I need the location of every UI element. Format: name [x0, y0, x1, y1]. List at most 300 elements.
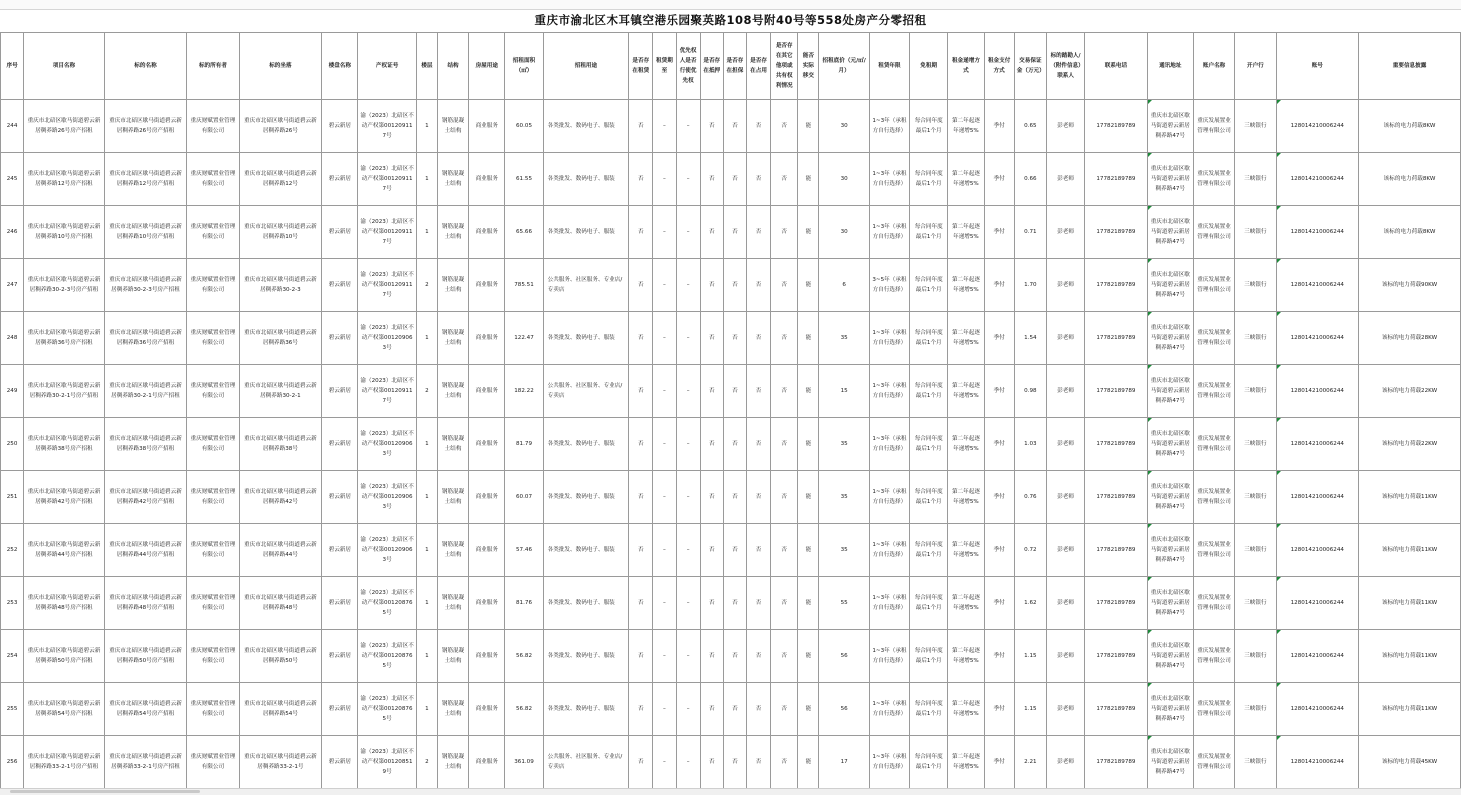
table-cell[interactable]: 12801421000​6244 — [1276, 153, 1359, 206]
table-cell[interactable]: 否 — [723, 683, 746, 736]
table-cell[interactable]: 商业服务 — [469, 736, 505, 789]
table-cell[interactable]: 244 — [1, 100, 24, 153]
table-cell[interactable]: – — [676, 153, 700, 206]
table-cell[interactable]: 重庆市北碚区歇马街道碧云新居稠养路50号 — [239, 630, 322, 683]
table-cell[interactable]: 每合同年度最后1个月 — [910, 259, 948, 312]
table-cell[interactable]: 碧云新居 — [322, 577, 358, 630]
table-cell[interactable]: 1.15 — [1014, 683, 1046, 736]
table-cell[interactable]: 35 — [819, 471, 869, 524]
table-cell[interactable]: 碧云新居 — [322, 100, 358, 153]
table-cell[interactable]: 每合同年度最后1个月 — [910, 312, 948, 365]
table-cell[interactable]: 重庆财赋置业管理有限公司 — [187, 312, 239, 365]
table-cell[interactable]: 1 — [416, 577, 437, 630]
table-cell[interactable]: – — [676, 524, 700, 577]
table-cell[interactable]: – — [676, 577, 700, 630]
table-cell[interactable]: 每合同年度最后1个月 — [910, 524, 948, 577]
table-cell[interactable]: 第二年起逐年递增5% — [948, 206, 984, 259]
table-cell[interactable]: 能 — [798, 259, 819, 312]
table-cell[interactable]: 182.22 — [505, 365, 543, 418]
table-cell[interactable]: 重庆市北碚区歇马街道碧云新居稠养路10号房产招租 — [24, 206, 105, 259]
table-cell[interactable]: – — [653, 100, 676, 153]
table-cell[interactable]: 重庆市北碚区歇马街道碧云新居稠养路47号 — [1147, 153, 1193, 206]
table-cell[interactable]: 第二年起逐年递增5% — [948, 683, 984, 736]
table-cell[interactable]: 否 — [700, 471, 723, 524]
table-cell[interactable]: 能 — [798, 365, 819, 418]
table-cell[interactable]: 1~3年（承租方自行选择） — [869, 418, 909, 471]
table-cell[interactable]: 重庆市北碚区歇马街道碧云新居稠养路30-2-3 — [239, 259, 322, 312]
table-cell[interactable]: 商业服务 — [469, 100, 505, 153]
table-cell[interactable]: 否 — [700, 100, 723, 153]
table-cell[interactable]: 17782189789 — [1085, 259, 1147, 312]
table-cell[interactable]: 季付 — [984, 577, 1014, 630]
table-cell[interactable]: 能 — [798, 100, 819, 153]
table-cell[interactable]: 30 — [819, 153, 869, 206]
table-cell[interactable]: – — [653, 365, 676, 418]
table-cell[interactable]: 季付 — [984, 683, 1014, 736]
table-cell[interactable]: 1~3年（承租方自行选择） — [869, 524, 909, 577]
table-cell[interactable]: 81.76 — [505, 577, 543, 630]
table-cell[interactable]: 重庆市北碚区歇马街道碧云新居稠养路30-2-3号房产招租 — [104, 259, 187, 312]
table-cell[interactable]: 2.21 — [1014, 736, 1046, 789]
table-cell[interactable]: 17782189789 — [1085, 683, 1147, 736]
table-cell[interactable]: 三峡银行 — [1235, 153, 1276, 206]
table-cell[interactable]: 碧云新居 — [322, 524, 358, 577]
table-cell[interactable]: 重庆市北碚区歇马街道碧云新居稠养路30-2-1 — [239, 365, 322, 418]
table-cell[interactable]: 钢筋混凝土结构 — [437, 524, 468, 577]
table-cell[interactable]: 否 — [723, 153, 746, 206]
table-cell[interactable]: 三峡银行 — [1235, 524, 1276, 577]
table-cell[interactable]: 重庆市北碚区歇马街道碧云新居稠养路48号房产招租 — [24, 577, 105, 630]
table-cell[interactable]: 重庆发展置业管理有限公司 — [1193, 206, 1234, 259]
table-cell[interactable]: 否 — [723, 365, 746, 418]
table-cell[interactable]: 商业服务 — [469, 683, 505, 736]
table-cell[interactable]: 12801421000​6244 — [1276, 259, 1359, 312]
table-cell[interactable]: 各类批发、数码电子、服装 — [543, 577, 629, 630]
table-cell[interactable]: 重庆市北碚区歇马街道碧云新居稠养路42号房产招租 — [24, 471, 105, 524]
table-cell[interactable]: 第二年起逐年递增5% — [948, 100, 984, 153]
table-cell[interactable]: 能 — [798, 312, 819, 365]
table-cell[interactable]: 否 — [771, 630, 798, 683]
table-cell[interactable]: 彭老师 — [1046, 259, 1084, 312]
table-cell[interactable]: 重庆市北碚区歇马街道碧云新居稠养路36号房产招租 — [24, 312, 105, 365]
table-cell[interactable]: 否 — [629, 524, 653, 577]
table-cell[interactable]: 重庆市北碚区歇马街道碧云新居稠养路26号房产招租 — [24, 100, 105, 153]
table-cell[interactable]: – — [676, 206, 700, 259]
table-cell[interactable]: 1 — [416, 153, 437, 206]
table-cell[interactable]: 彭老师 — [1046, 153, 1084, 206]
table-cell[interactable]: 17782189789 — [1085, 418, 1147, 471]
table-cell[interactable]: 渝（2023）北碚区不动产权第001209117号 — [358, 100, 416, 153]
table-cell[interactable]: 1~3年（承租方自行选择） — [869, 312, 909, 365]
table-cell[interactable]: 渝（2023）北碚区不动产权第001208765号 — [358, 577, 416, 630]
table-cell[interactable]: 1 — [416, 630, 437, 683]
table-cell[interactable]: 否 — [771, 365, 798, 418]
table-cell[interactable]: 否 — [629, 630, 653, 683]
table-cell[interactable]: 重庆市北碚区歇马街道碧云新居稠养路12号房产招租 — [24, 153, 105, 206]
table-cell[interactable]: 12801421000​6244 — [1276, 630, 1359, 683]
table-cell[interactable]: 碧云新居 — [322, 259, 358, 312]
table-cell[interactable]: 重庆市北碚区歇马街道碧云新居稠养路47号 — [1147, 312, 1193, 365]
table-cell[interactable]: 钢筋混凝土结构 — [437, 153, 468, 206]
table-cell[interactable]: 251 — [1, 471, 24, 524]
table-cell[interactable]: 碧云新居 — [322, 365, 358, 418]
table-cell[interactable]: 商业服务 — [469, 418, 505, 471]
table-cell[interactable]: 17782189789 — [1085, 630, 1147, 683]
table-cell[interactable]: 公共服务、社区服务、专业店/专卖店 — [543, 365, 629, 418]
table-cell[interactable]: 碧云新居 — [322, 683, 358, 736]
table-cell[interactable]: 否 — [700, 630, 723, 683]
table-cell[interactable]: 否 — [746, 471, 770, 524]
table-cell[interactable]: 1 — [416, 683, 437, 736]
table-cell[interactable]: 否 — [771, 100, 798, 153]
table-cell[interactable]: 否 — [629, 206, 653, 259]
table-cell[interactable]: 该标的电力荷载11KW — [1359, 630, 1461, 683]
table-cell[interactable]: 重庆市北碚区歇马街道碧云新居稠养路12号 — [239, 153, 322, 206]
table-cell[interactable]: 能 — [798, 153, 819, 206]
table-cell[interactable]: 否 — [771, 312, 798, 365]
table-cell[interactable]: 三峡银行 — [1235, 365, 1276, 418]
table-cell[interactable]: 1~3年（承租方自行选择） — [869, 471, 909, 524]
table-cell[interactable]: 重庆市北碚区歇马街道碧云新居稠养路47号 — [1147, 418, 1193, 471]
table-cell[interactable]: 重庆市北碚区歇马街道碧云新居稠养路38号房产招租 — [24, 418, 105, 471]
table-cell[interactable]: 重庆市北碚区歇马街道碧云新居稠养路50号房产招租 — [24, 630, 105, 683]
table-cell[interactable]: 246 — [1, 206, 24, 259]
table-cell[interactable]: 该标的电力荷载8KW — [1359, 153, 1461, 206]
table-cell[interactable]: 17782189789 — [1085, 524, 1147, 577]
table-cell[interactable]: 0.71 — [1014, 206, 1046, 259]
table-cell[interactable]: 247 — [1, 259, 24, 312]
table-cell[interactable]: 1.15 — [1014, 630, 1046, 683]
table-cell[interactable]: 该标的电力荷载90KW — [1359, 259, 1461, 312]
table-cell[interactable]: 12801421000​6244 — [1276, 418, 1359, 471]
table-cell[interactable]: 否 — [700, 153, 723, 206]
table-cell[interactable]: 渝（2023）北碚区不动产权第001208765号 — [358, 683, 416, 736]
table-cell[interactable]: 否 — [771, 418, 798, 471]
table-cell[interactable]: 彭老师 — [1046, 736, 1084, 789]
table-cell[interactable]: 重庆市北碚区歇马街道碧云新居稠养路44号房产招租 — [24, 524, 105, 577]
table-cell[interactable]: 否 — [746, 206, 770, 259]
table-cell[interactable]: 2 — [416, 365, 437, 418]
table-cell[interactable]: 否 — [629, 683, 653, 736]
table-cell[interactable]: 季付 — [984, 736, 1014, 789]
table-cell[interactable]: 1~3年（承租方自行选择） — [869, 153, 909, 206]
table-cell[interactable]: 该标的电力荷载11KW — [1359, 683, 1461, 736]
table-cell[interactable]: 能 — [798, 577, 819, 630]
table-cell[interactable]: 各类批发、数码电子、服装 — [543, 471, 629, 524]
table-cell[interactable]: 重庆市北碚区歇马街道碧云新居稠养路30-2-3号房产招租 — [24, 259, 105, 312]
table-cell[interactable]: 否 — [746, 683, 770, 736]
table-cell[interactable]: 否 — [746, 736, 770, 789]
table-cell[interactable]: 重庆市北碚区歇马街道碧云新居稠养路30-2-1号房产招租 — [104, 365, 187, 418]
table-cell[interactable]: 否 — [629, 100, 653, 153]
table-cell[interactable]: 季付 — [984, 100, 1014, 153]
table-cell[interactable]: 否 — [746, 153, 770, 206]
table-cell[interactable]: 重庆发展置业管理有限公司 — [1193, 683, 1234, 736]
table-cell[interactable]: 重庆市北碚区歇马街道碧云新居稠养路54号房产招租 — [24, 683, 105, 736]
table-cell[interactable]: 季付 — [984, 259, 1014, 312]
table-cell[interactable]: 重庆市北碚区歇马街道碧云新居稠养路54号 — [239, 683, 322, 736]
table-cell[interactable]: 该标的电力荷载28KW — [1359, 312, 1461, 365]
table-cell[interactable]: 季付 — [984, 524, 1014, 577]
table-cell[interactable]: – — [676, 736, 700, 789]
table-cell[interactable]: 钢筋混凝土结构 — [437, 312, 468, 365]
table-cell[interactable]: 1.54 — [1014, 312, 1046, 365]
table-cell[interactable]: 重庆市北碚区歇马街道碧云新居稠养路26号 — [239, 100, 322, 153]
table-cell[interactable]: 各类批发、数码电子、服装 — [543, 206, 629, 259]
table-cell[interactable]: 否 — [746, 100, 770, 153]
table-cell[interactable]: 重庆市北碚区歇马街道碧云新居稠养路36号 — [239, 312, 322, 365]
table-cell[interactable]: 17782189789 — [1085, 100, 1147, 153]
table-cell[interactable]: 否 — [771, 736, 798, 789]
table-cell[interactable]: – — [653, 206, 676, 259]
table-cell[interactable]: 能 — [798, 630, 819, 683]
table-cell[interactable]: 17782189789 — [1085, 153, 1147, 206]
table-cell[interactable]: 1~3年（承租方自行选择） — [869, 577, 909, 630]
table-cell[interactable]: – — [676, 418, 700, 471]
table-cell[interactable]: 12801421000​6244 — [1276, 524, 1359, 577]
table-cell[interactable]: 否 — [746, 577, 770, 630]
table-cell[interactable]: 1.70 — [1014, 259, 1046, 312]
table-cell[interactable]: 重庆发展置业管理有限公司 — [1193, 577, 1234, 630]
table-cell[interactable]: 重庆市北碚区歇马街道碧云新居稠养路10号 — [239, 206, 322, 259]
table-cell[interactable]: 否 — [629, 418, 653, 471]
table-cell[interactable]: 钢筋混凝土结构 — [437, 736, 468, 789]
table-cell[interactable]: 1 — [416, 471, 437, 524]
table-cell[interactable]: 三峡银行 — [1235, 471, 1276, 524]
table-cell[interactable]: 否 — [723, 736, 746, 789]
table-cell[interactable]: 该标的电力荷载11KW — [1359, 577, 1461, 630]
table-cell[interactable]: 255 — [1, 683, 24, 736]
table-cell[interactable]: 重庆市北碚区歇马街道碧云新居稠养路47号 — [1147, 630, 1193, 683]
table-cell[interactable]: 1~3年（承租方自行选择） — [869, 365, 909, 418]
table-cell[interactable]: 重庆财赋置业管理有限公司 — [187, 418, 239, 471]
table-cell[interactable]: 否 — [700, 206, 723, 259]
table-cell[interactable]: 785.51 — [505, 259, 543, 312]
table-cell[interactable]: 12801421000​6244 — [1276, 100, 1359, 153]
table-cell[interactable]: 否 — [771, 206, 798, 259]
table-cell[interactable]: – — [676, 259, 700, 312]
table-cell[interactable]: 否 — [723, 577, 746, 630]
table-cell[interactable]: 第二年起逐年递增5% — [948, 153, 984, 206]
scrollbar-thumb[interactable] — [10, 790, 200, 793]
table-cell[interactable]: 重庆市北碚区歇马街道碧云新居稠养路42号 — [239, 471, 322, 524]
table-cell[interactable]: 17782189789 — [1085, 312, 1147, 365]
table-cell[interactable]: 否 — [771, 153, 798, 206]
table-cell[interactable]: 35 — [819, 524, 869, 577]
table-cell[interactable]: – — [653, 312, 676, 365]
table-cell[interactable]: 否 — [700, 577, 723, 630]
table-cell[interactable]: 重庆市北碚区歇马街道碧云新居稠养路47号 — [1147, 524, 1193, 577]
table-cell[interactable]: 重庆市北碚区歇马街道碧云新居稠养路12号房产招租 — [104, 153, 187, 206]
table-cell[interactable]: 三峡银行 — [1235, 630, 1276, 683]
table-cell[interactable]: 重庆发展置业管理有限公司 — [1193, 630, 1234, 683]
table-cell[interactable]: 重庆财赋置业管理有限公司 — [187, 206, 239, 259]
table-cell[interactable]: 公共服务、社区服务、专业店/专卖店 — [543, 736, 629, 789]
table-cell[interactable]: 每合同年度最后1个月 — [910, 206, 948, 259]
table-cell[interactable]: 否 — [629, 312, 653, 365]
table-cell[interactable]: 56.82 — [505, 683, 543, 736]
table-cell[interactable]: – — [653, 630, 676, 683]
table-cell[interactable]: 重庆发展置业管理有限公司 — [1193, 736, 1234, 789]
table-cell[interactable]: 彭老师 — [1046, 418, 1084, 471]
table-cell[interactable]: 渝（2023）北碚区不动产权第001208765号 — [358, 630, 416, 683]
table-cell[interactable]: 重庆市北碚区歇马街道碧云新居稠养路47号 — [1147, 577, 1193, 630]
table-cell[interactable]: 重庆市北碚区歇马街道碧云新居稠养路26号房产招租 — [104, 100, 187, 153]
table-cell[interactable]: 重庆市北碚区歇马街道碧云新居稠养路42号房产招租 — [104, 471, 187, 524]
table-cell[interactable]: 否 — [771, 524, 798, 577]
table-cell[interactable]: 重庆发展置业管理有限公司 — [1193, 418, 1234, 471]
table-cell[interactable]: 钢筋混凝土结构 — [437, 418, 468, 471]
table-cell[interactable]: 第二年起逐年递增5% — [948, 259, 984, 312]
table-cell[interactable]: 否 — [723, 524, 746, 577]
table-cell[interactable]: 各类批发、数码电子、服装 — [543, 630, 629, 683]
table-cell[interactable]: 重庆市北碚区歇马街道碧云新居稠养路47号 — [1147, 100, 1193, 153]
table-cell[interactable]: 钢筋混凝土结构 — [437, 630, 468, 683]
table-cell[interactable]: 0.76 — [1014, 471, 1046, 524]
table-cell[interactable]: 商业服务 — [469, 259, 505, 312]
table-cell[interactable]: 252 — [1, 524, 24, 577]
table-cell[interactable]: 每合同年度最后1个月 — [910, 100, 948, 153]
table-cell[interactable]: 第二年起逐年递增5% — [948, 577, 984, 630]
table-cell[interactable]: 否 — [723, 418, 746, 471]
table-cell[interactable]: 钢筋混凝土结构 — [437, 471, 468, 524]
table-cell[interactable]: 能 — [798, 471, 819, 524]
table-cell[interactable]: 商业服务 — [469, 206, 505, 259]
table-cell[interactable]: 否 — [700, 524, 723, 577]
table-cell[interactable]: 12801421000​6244 — [1276, 471, 1359, 524]
table-cell[interactable]: 第二年起逐年递增5% — [948, 471, 984, 524]
table-cell[interactable]: – — [676, 471, 700, 524]
table-cell[interactable]: 1 — [416, 312, 437, 365]
table-cell[interactable]: 否 — [771, 471, 798, 524]
table-cell[interactable]: 2 — [416, 736, 437, 789]
table-cell[interactable]: 渝（2023）北碚区不动产权第001209117号 — [358, 153, 416, 206]
table-cell[interactable]: 渝（2023）北碚区不动产权第001209063号 — [358, 471, 416, 524]
table-cell[interactable]: 彭老师 — [1046, 365, 1084, 418]
table-cell[interactable]: 商业服务 — [469, 153, 505, 206]
table-cell[interactable]: 各类批发、数码电子、服装 — [543, 524, 629, 577]
table-cell[interactable]: – — [676, 312, 700, 365]
table-cell[interactable]: 第二年起逐年递增5% — [948, 418, 984, 471]
table-cell[interactable]: 否 — [629, 577, 653, 630]
table-cell[interactable]: 0.72 — [1014, 524, 1046, 577]
table-cell[interactable]: – — [653, 259, 676, 312]
table-cell[interactable]: 否 — [723, 471, 746, 524]
table-cell[interactable]: 能 — [798, 736, 819, 789]
table-cell[interactable]: – — [653, 736, 676, 789]
table-cell[interactable]: 2 — [416, 259, 437, 312]
table-cell[interactable]: 渝（2023）北碚区不动产权第001209063号 — [358, 418, 416, 471]
table-cell[interactable]: 245 — [1, 153, 24, 206]
table-cell[interactable]: 重庆市北碚区歇马街道碧云新居稠养路33-2-1号房产招租 — [24, 736, 105, 789]
table-cell[interactable]: 各类批发、数码电子、服装 — [543, 683, 629, 736]
table-cell[interactable]: 1 — [416, 206, 437, 259]
table-cell[interactable]: 季付 — [984, 206, 1014, 259]
table-cell[interactable]: 碧云新居 — [322, 418, 358, 471]
table-cell[interactable]: 重庆市北碚区歇马街道碧云新居稠养路38号房产招租 — [104, 418, 187, 471]
table-cell[interactable]: 重庆财赋置业管理有限公司 — [187, 100, 239, 153]
table-cell[interactable]: 81.79 — [505, 418, 543, 471]
table-cell[interactable]: 碧云新居 — [322, 206, 358, 259]
table-cell[interactable]: 60.05 — [505, 100, 543, 153]
table-cell[interactable]: 30 — [819, 100, 869, 153]
table-cell[interactable]: 渝（2023）北碚区不动产权第001208519号 — [358, 736, 416, 789]
table-cell[interactable]: 该标的电力荷载8KW — [1359, 100, 1461, 153]
table-cell[interactable]: 1 — [416, 524, 437, 577]
table-cell[interactable]: – — [676, 365, 700, 418]
table-cell[interactable]: 17782189789 — [1085, 577, 1147, 630]
table-cell[interactable]: 第二年起逐年递增5% — [948, 630, 984, 683]
table-cell[interactable]: 重庆发展置业管理有限公司 — [1193, 365, 1234, 418]
table-cell[interactable]: 渝（2023）北碚区不动产权第001209063号 — [358, 524, 416, 577]
table-cell[interactable]: 重庆财赋置业管理有限公司 — [187, 630, 239, 683]
table-cell[interactable]: 重庆财赋置业管理有限公司 — [187, 736, 239, 789]
table-cell[interactable]: 能 — [798, 206, 819, 259]
table-cell[interactable]: 商业服务 — [469, 312, 505, 365]
table-cell[interactable]: 35 — [819, 312, 869, 365]
table-cell[interactable]: 否 — [746, 418, 770, 471]
table-cell[interactable]: 第二年起逐年递增5% — [948, 365, 984, 418]
table-cell[interactable]: 253 — [1, 577, 24, 630]
table-cell[interactable]: 该标的电力荷载45KW — [1359, 736, 1461, 789]
table-cell[interactable]: 钢筋混凝土结构 — [437, 100, 468, 153]
table-cell[interactable]: 重庆市北碚区歇马街道碧云新居稠养路36号房产招租 — [104, 312, 187, 365]
table-cell[interactable]: 三峡银行 — [1235, 577, 1276, 630]
table-cell[interactable]: 公共服务、社区服务、专业店/专卖店 — [543, 259, 629, 312]
table-cell[interactable]: 361.09 — [505, 736, 543, 789]
table-cell[interactable]: 该标的电力荷载11KW — [1359, 524, 1461, 577]
table-cell[interactable]: 该标的电力荷载8KW — [1359, 206, 1461, 259]
table-cell[interactable]: – — [676, 630, 700, 683]
table-cell[interactable]: 12801421000​6244 — [1276, 683, 1359, 736]
table-cell[interactable]: 56.82 — [505, 630, 543, 683]
table-cell[interactable]: 否 — [723, 206, 746, 259]
table-cell[interactable]: 能 — [798, 524, 819, 577]
table-cell[interactable]: 钢筋混凝土结构 — [437, 206, 468, 259]
table-cell[interactable]: 钢筋混凝土结构 — [437, 365, 468, 418]
table-cell[interactable]: 重庆市北碚区歇马街道碧云新居稠养路48号房产招租 — [104, 577, 187, 630]
table-cell[interactable]: 否 — [746, 312, 770, 365]
table-cell[interactable]: 1~3年（承租方自行选择） — [869, 683, 909, 736]
table-cell[interactable]: 重庆财赋置业管理有限公司 — [187, 153, 239, 206]
table-cell[interactable]: 否 — [629, 365, 653, 418]
table-cell[interactable]: 彭老师 — [1046, 577, 1084, 630]
table-cell[interactable]: – — [653, 153, 676, 206]
table-cell[interactable]: 三峡银行 — [1235, 206, 1276, 259]
table-cell[interactable]: 否 — [700, 365, 723, 418]
table-cell[interactable]: – — [653, 418, 676, 471]
table-cell[interactable]: 三峡银行 — [1235, 736, 1276, 789]
table-cell[interactable]: 61.55 — [505, 153, 543, 206]
table-cell[interactable]: – — [653, 471, 676, 524]
table-cell[interactable]: 否 — [771, 259, 798, 312]
table-cell[interactable]: 彭老师 — [1046, 206, 1084, 259]
table-cell[interactable]: 重庆市北碚区歇马街道碧云新居稠养路33-2-1号房产招租 — [104, 736, 187, 789]
table-cell[interactable]: – — [676, 100, 700, 153]
table-cell[interactable]: 每合同年度最后1个月 — [910, 365, 948, 418]
table-cell[interactable]: 0.98 — [1014, 365, 1046, 418]
table-cell[interactable]: 重庆市北碚区歇马街道碧云新居稠养路54号房产招租 — [104, 683, 187, 736]
table-cell[interactable]: 6 — [819, 259, 869, 312]
table-cell[interactable]: 17782189789 — [1085, 206, 1147, 259]
table-cell[interactable]: 12801421000​6244 — [1276, 206, 1359, 259]
table-cell[interactable]: 钢筋混凝土结构 — [437, 577, 468, 630]
table-cell[interactable]: 重庆财赋置业管理有限公司 — [187, 683, 239, 736]
table-cell[interactable]: 否 — [629, 259, 653, 312]
table-cell[interactable]: 每合同年度最后1个月 — [910, 418, 948, 471]
table-cell[interactable]: 56 — [819, 683, 869, 736]
table-cell[interactable]: 否 — [700, 418, 723, 471]
